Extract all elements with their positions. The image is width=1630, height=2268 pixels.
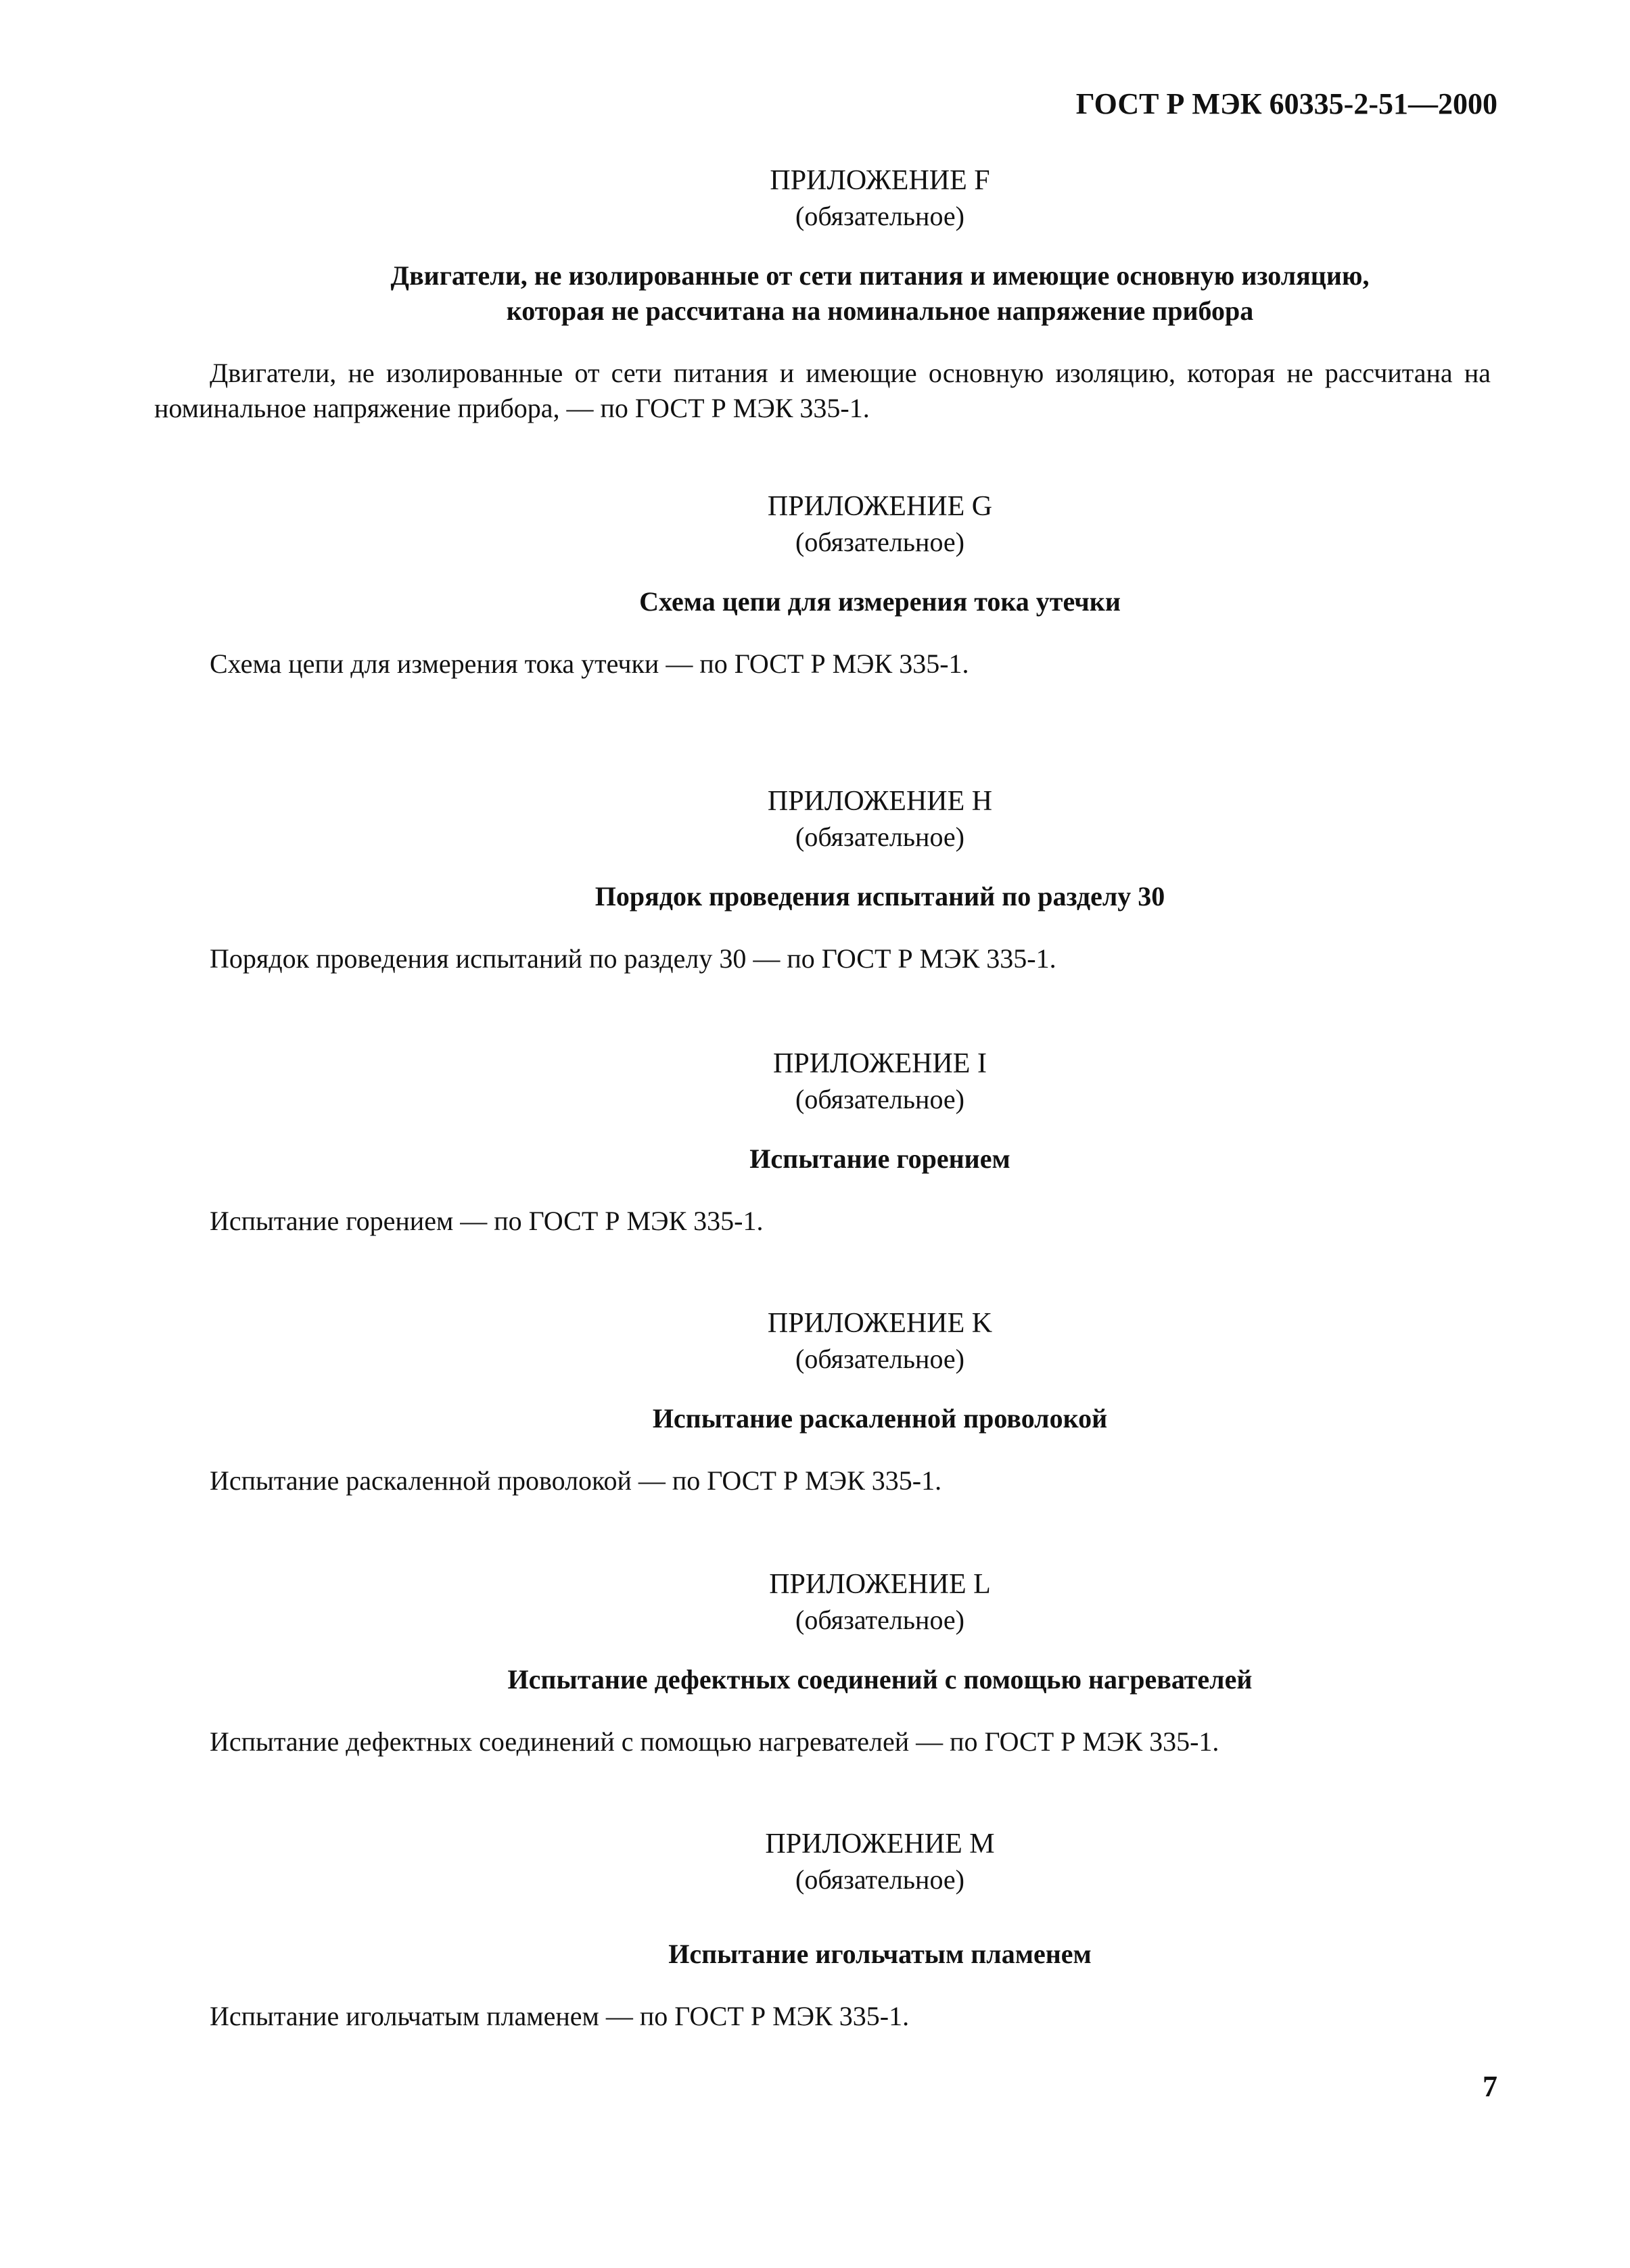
appendix-body: Порядок проведения испытаний по разделу 30 — по ГОСТ Р МЭК 335-1. [210,943,1056,974]
appendix-heading: Испытание раскаленной проволокой [652,1403,1108,1434]
appendix-status: (обязательное) [795,1084,964,1114]
appendix-l-section [154,1566,1491,1759]
appendix-title: ПРИЛОЖЕНИЕ K [767,1308,993,1339]
appendix-body: Испытание дефектных соединений с помощью нагревателей — по ГОСТ Р МЭК 335-1. [210,1726,1219,1757]
appendix-status: (обязательное) [795,822,964,852]
appendix-heading: Схема цепи для измерения тока утечки [639,586,1121,617]
appendix-heading: Порядок проведения испытаний по разделу 30 [595,881,1165,912]
appendix-f-section [154,162,1491,426]
page-number: 7 [1483,2070,1497,2103]
appendix-i-section [154,1045,1491,1239]
appendix-title: ПРИЛОЖЕНИЕ G [767,491,993,522]
appendix-k-section [154,1305,1491,1498]
appendix-status: (обязательное) [795,527,964,557]
appendix-heading: Испытание горением [749,1143,1010,1174]
document-code-header: ГОСТ Р МЭК 60335-2-51—2000 [1075,87,1497,120]
appendix-title: ПРИЛОЖЕНИЕ I [773,1048,987,1079]
appendix-body: Двигатели, не изолированные от сети питания и имеющие основную изоляцию, которая не рассчитана на номинальное напряжение прибора, — по ГОСТ Р МЭК 335-1. [154,358,1491,423]
appendix-title: ПРИЛОЖЕНИЕ M [765,1828,995,1860]
appendix-body: Схема цепи для измерения тока утечки — по ГОСТ Р МЭК 335-1. [210,648,969,679]
appendix-m-section [154,1826,1491,2034]
appendix-heading: Испытание дефектных соединений с помощью нагревателей [507,1664,1253,1695]
appendix-g-section [154,488,1491,682]
appendix-title: ПРИЛОЖЕНИЕ F [770,165,990,196]
appendix-heading: Двигатели, не изолированные от сети питания и имеющие основную изоляцию, которая не рассчитана на номинальное напряжение прибора [390,260,1370,326]
appendix-status: (обязательное) [795,201,964,231]
appendix-status: (обязательное) [795,1605,964,1635]
appendix-heading: Испытание игольчатым пламенем [668,1939,1092,1969]
appendix-status: (обязательное) [795,1344,964,1374]
appendix-title: ПРИЛОЖЕНИЕ H [767,786,993,817]
appendix-title: ПРИЛОЖЕНИЕ L [769,1569,991,1600]
appendix-body: Испытание игольчатым пламенем — по ГОСТ Р МЭК 335-1. [210,2001,910,2031]
appendix-h-section [154,783,1491,976]
appendix-body: Испытание горением — по ГОСТ Р МЭК 335-1. [210,1206,764,1236]
appendix-body: Испытание раскаленной проволокой — по ГОСТ Р МЭК 335-1. [210,1465,942,1496]
appendix-status: (обязательное) [795,1864,964,1895]
